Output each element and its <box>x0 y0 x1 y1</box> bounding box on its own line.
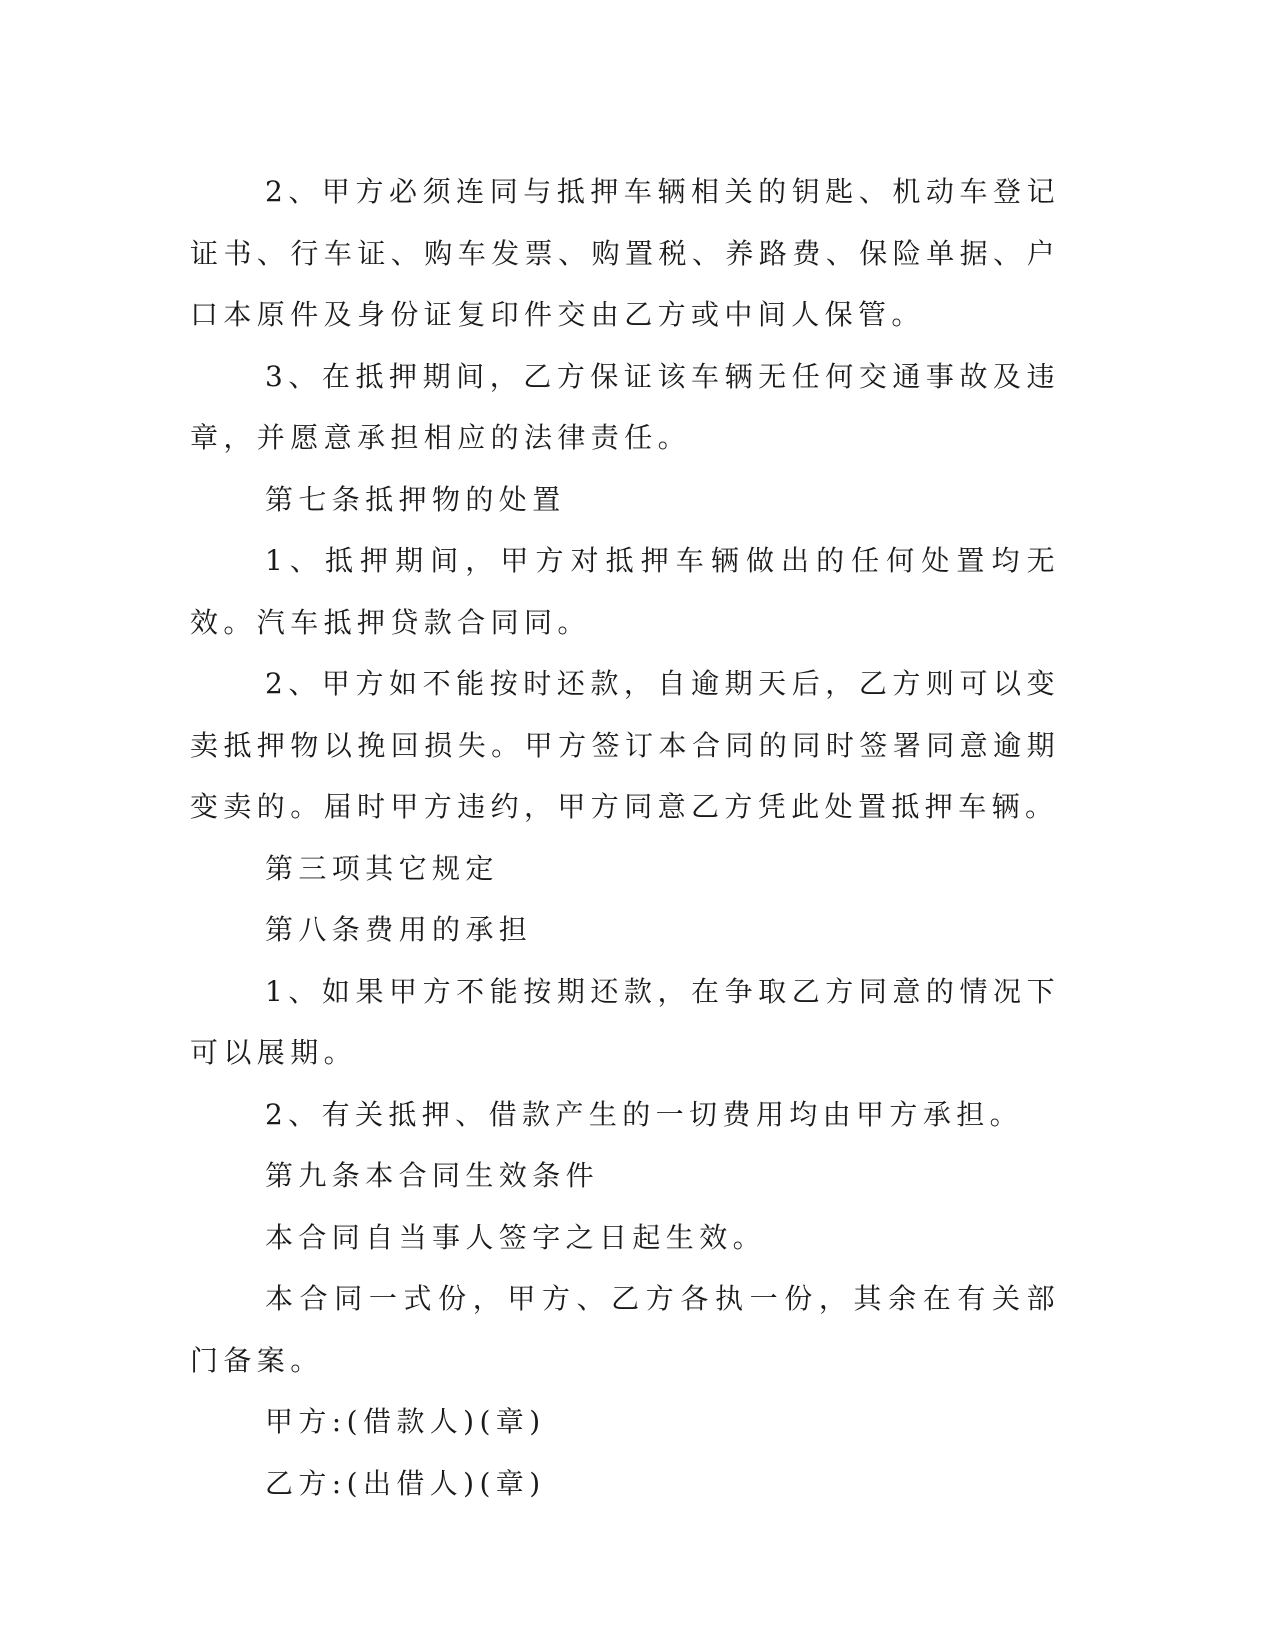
clause-paragraph: 2、甲方如不能按时还款，自逾期天后，乙方则可以变卖抵押物以挽回损失。甲方签订本合同的同时签署同意逾期变卖的。届时甲方违约，甲方同意乙方凭此处置抵押车辆。 <box>190 667 1060 823</box>
section-heading: 第九条本合同生效条件 <box>265 1159 600 1192</box>
signature-line-party-a: 甲方:(借款人)(章) <box>265 1405 546 1438</box>
clause-paragraph: 本合同一式份，甲方、乙方各执一份，其余在有关部门备案。 <box>190 1282 1060 1377</box>
document-body <box>190 161 1060 1514</box>
clause-paragraph: 2、有关抵押、借款产生的一切费用均由甲方承担。 <box>265 1097 1024 1131</box>
section-heading: 第八条费用的承担 <box>265 913 533 946</box>
clause-paragraph: 3、在抵押期间，乙方保证该车辆无任何交通事故及违章，并愿意承担相应的法律责任。 <box>190 359 1060 454</box>
clause-paragraph: 1、抵押期间，甲方对抵押车辆做出的任何处置均无效。汽车抵押贷款合同同。 <box>190 544 1060 639</box>
signature-line-party-b: 乙方:(出借人)(章) <box>265 1466 546 1500</box>
clause-paragraph: 2、甲方必须连同与抵押车辆相关的钥匙、机动车登记证书、行车证、购车发票、购置税、养路费、保险单据、户口本原件及身份证复印件交由乙方或中间人保管。 <box>190 175 1060 331</box>
section-heading: 第三项其它规定 <box>265 851 499 885</box>
clause-paragraph: 1、如果甲方不能按期还款，在争取乙方同意的情况下可以展期。 <box>190 974 1060 1069</box>
section-heading: 第七条抵押物的处置 <box>265 482 566 516</box>
clause-paragraph: 本合同自当事人签字之日起生效。 <box>265 1220 767 1254</box>
